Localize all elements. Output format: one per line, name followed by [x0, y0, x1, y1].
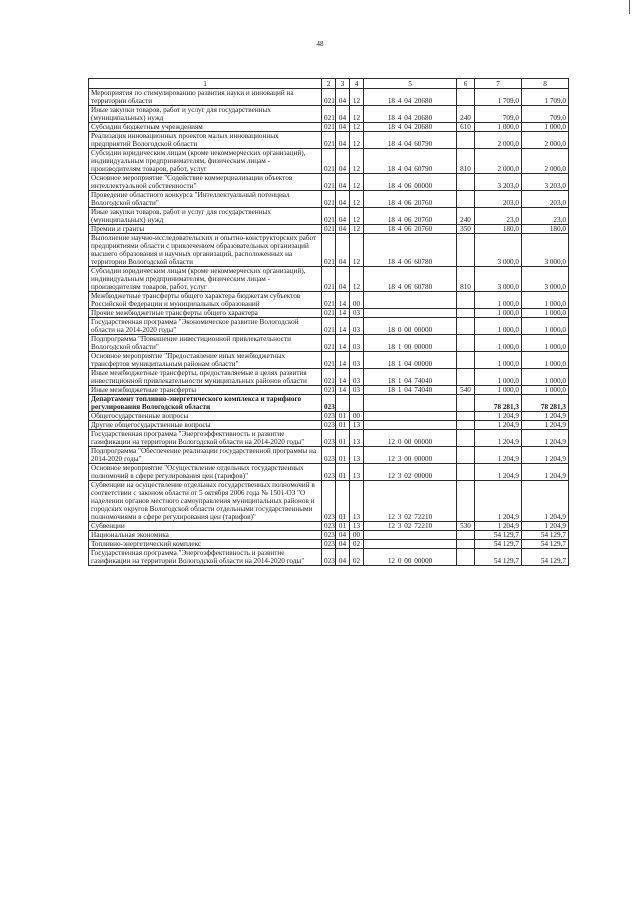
row-amount-year1-cell: 1 709,0	[475, 89, 522, 106]
row-amount-year1-cell: 78 281,3	[475, 395, 522, 412]
row-expense-type-cell: 240	[457, 208, 475, 225]
row-name-cell: Основное мероприятие "Предоставление иных межбюджетных трансфертов муниципальным районам области"	[89, 352, 322, 369]
row-target-article-cell: 18 4 06 20760	[364, 208, 457, 225]
row-subsection-cell: 02	[350, 549, 364, 566]
row-section-cell: 04	[336, 531, 350, 540]
row-expense-type-cell: 810	[457, 267, 475, 292]
table-row	[89, 522, 569, 531]
row-expense-type-cell	[457, 89, 475, 106]
row-amount-year1-cell: 3 000,0	[475, 234, 522, 267]
row-expense-type-cell: 530	[457, 522, 475, 531]
row-subsection-cell: 12	[350, 267, 364, 292]
row-name-cell: Иные закупки товаров, работ и услуг для государственных (муниципальных) нужд	[89, 106, 322, 123]
row-section-cell: 01	[336, 421, 350, 430]
row-grbs-cell: 023	[322, 540, 336, 549]
row-expense-type-cell	[457, 412, 475, 421]
row-expense-type-cell	[457, 481, 475, 522]
row-section-cell: 04	[336, 234, 350, 267]
row-subsection-cell: 12	[350, 149, 364, 174]
row-section-cell: 01	[336, 464, 350, 481]
row-target-article-cell: 18 4 04 60790	[364, 132, 457, 149]
row-target-article-cell: 18 4 06 20760	[364, 225, 457, 234]
row-subsection-cell: 03	[350, 335, 364, 352]
row-name-cell: Субсидии юридическим лицам (кроме некоммерческих организаций), индивидуальным предпринимателям, физическим лицам - производителям товаров, работ, услуг	[89, 267, 322, 292]
row-target-article-cell	[364, 309, 457, 318]
row-subsection-cell: 12	[350, 208, 364, 225]
row-target-article-cell	[364, 292, 457, 309]
row-amount-year2-cell: 1 000,0	[522, 318, 569, 335]
table-row	[89, 234, 569, 267]
row-subsection-cell: 12	[350, 106, 364, 123]
row-grbs-cell: 021	[322, 309, 336, 318]
row-section-cell	[336, 395, 350, 412]
row-name-cell: Национальная экономика	[89, 531, 322, 540]
row-amount-year1-cell: 1 204,9	[475, 421, 522, 430]
row-section-cell: 14	[336, 292, 350, 309]
row-amount-year2-cell: 54 129,7	[522, 531, 569, 540]
row-amount-year1-cell: 2 000,0	[475, 132, 522, 149]
row-name-cell: Субсидии юридическим лицам (кроме некоммерческих организаций), индивидуальным предпринимателям, физическим лицам - производителям товаров, работ, услуг	[89, 149, 322, 174]
row-subsection-cell: 03	[350, 309, 364, 318]
row-grbs-cell: 023	[322, 549, 336, 566]
row-amount-year2-cell: 54 129,7	[522, 540, 569, 549]
row-subsection-cell: 12	[350, 234, 364, 267]
row-section-cell: 04	[336, 208, 350, 225]
row-target-article-cell	[364, 412, 457, 421]
row-target-article-cell	[364, 421, 457, 430]
row-amount-year2-cell: 709,0	[522, 106, 569, 123]
row-target-article-cell: 18 1 04 74040	[364, 386, 457, 395]
row-amount-year2-cell: 1 204,9	[522, 481, 569, 522]
row-amount-year2-cell: 1 204,9	[522, 447, 569, 464]
row-target-article-cell: 12 3 02 72210	[364, 522, 457, 531]
table-row	[89, 191, 569, 208]
table-row	[89, 352, 569, 369]
row-amount-year2-cell: 1 709,0	[522, 89, 569, 106]
row-amount-year1-cell: 1 204,9	[475, 430, 522, 447]
row-amount-year2-cell: 3 203,0	[522, 174, 569, 191]
row-section-cell: 14	[336, 386, 350, 395]
table-row	[89, 531, 569, 540]
row-name-cell: Прочие межбюджетные трансферты общего характера	[89, 309, 322, 318]
row-section-cell: 14	[336, 309, 350, 318]
header-cell: 3	[336, 79, 350, 89]
row-expense-type-cell	[457, 549, 475, 566]
row-amount-year1-cell: 23,0	[475, 208, 522, 225]
table-row	[89, 549, 569, 566]
row-amount-year1-cell: 54 129,7	[475, 549, 522, 566]
row-grbs-cell: 023	[322, 395, 336, 412]
row-subsection-cell: 13	[350, 421, 364, 430]
row-subsection-cell: 12	[350, 174, 364, 191]
header-cell: 1	[89, 79, 322, 89]
row-amount-year1-cell: 1 000,0	[475, 292, 522, 309]
row-target-article-cell: 18 4 06 60780	[364, 234, 457, 267]
row-amount-year2-cell: 1 204,9	[522, 522, 569, 531]
row-amount-year2-cell: 3 000,0	[522, 234, 569, 267]
row-amount-year2-cell: 2 000,0	[522, 132, 569, 149]
row-section-cell: 04	[336, 267, 350, 292]
row-name-cell: Иные закупки товаров, работ и услуг для государственных (муниципальных) нужд	[89, 208, 322, 225]
row-amount-year2-cell: 1 204,9	[522, 430, 569, 447]
row-target-article-cell: 18 1 00 00000	[364, 335, 457, 352]
row-expense-type-cell	[457, 421, 475, 430]
row-name-cell: Подпрограмма "Обеспечение реализации государственной программы на 2014-2020 годы"	[89, 447, 322, 464]
row-name-cell: Топливно-энергетический комплекс	[89, 540, 322, 549]
row-name-cell: Иные межбюджетные трансферты, предоставляемые в целях развития инвестиционной привлекательности муниципальных районов области	[89, 369, 322, 386]
row-name-cell: Выполнение научно-исследовательских и опытно-конструкторских работ предприятиями области с привлечением образовательных организаций высшего образования и научных организаций, расположенных на территории Вологодской области	[89, 234, 322, 267]
row-grbs-cell: 021	[322, 208, 336, 225]
row-expense-type-cell	[457, 369, 475, 386]
header-cell: 5	[364, 79, 457, 89]
row-grbs-cell: 021	[322, 352, 336, 369]
table-row	[89, 430, 569, 447]
row-target-article-cell: 12 3 02 72210	[364, 481, 457, 522]
row-target-article-cell: 18 4 04 20680	[364, 123, 457, 132]
row-amount-year1-cell: 1 000,0	[475, 309, 522, 318]
row-amount-year2-cell: 1 204,9	[522, 421, 569, 430]
row-amount-year2-cell: 23,0	[522, 208, 569, 225]
row-expense-type-cell: 610	[457, 123, 475, 132]
row-subsection-cell: 12	[350, 123, 364, 132]
table-row	[89, 447, 569, 464]
row-amount-year2-cell: 180,0	[522, 225, 569, 234]
row-subsection-cell: 00	[350, 292, 364, 309]
row-expense-type-cell: 810	[457, 149, 475, 174]
row-amount-year2-cell: 1 000,0	[522, 309, 569, 318]
row-amount-year1-cell: 54 129,7	[475, 531, 522, 540]
row-grbs-cell: 021	[322, 225, 336, 234]
table-row	[89, 412, 569, 421]
row-amount-year1-cell: 203,0	[475, 191, 522, 208]
row-amount-year1-cell: 1 000,0	[475, 386, 522, 395]
row-amount-year2-cell: 1 000,0	[522, 386, 569, 395]
table-row	[89, 335, 569, 352]
row-subsection-cell: 12	[350, 89, 364, 106]
row-amount-year2-cell: 3 000,0	[522, 267, 569, 292]
row-amount-year1-cell: 1 000,0	[475, 318, 522, 335]
page-edge-mark	[629, 0, 630, 14]
row-subsection-cell: 12	[350, 191, 364, 208]
row-target-article-cell: 18 4 04 20680	[364, 89, 457, 106]
row-expense-type-cell	[457, 318, 475, 335]
row-subsection-cell: 03	[350, 386, 364, 395]
row-grbs-cell: 021	[322, 292, 336, 309]
row-amount-year2-cell: 78 281,3	[522, 395, 569, 412]
row-target-article-cell: 12 0 00 00000	[364, 549, 457, 566]
row-section-cell: 14	[336, 369, 350, 386]
header-cell: 8	[522, 79, 569, 89]
row-grbs-cell: 023	[322, 447, 336, 464]
row-expense-type-cell	[457, 464, 475, 481]
header-cell: 2	[322, 79, 336, 89]
row-name-cell: Государственная программа "Энергоэффективность и развитие газификации на территории Вологодской области на 2014-2020 годы"	[89, 549, 322, 566]
row-target-article-cell: 18 1 04 00000	[364, 352, 457, 369]
row-amount-year2-cell: 1 000,0	[522, 123, 569, 132]
row-section-cell: 04	[336, 106, 350, 123]
row-grbs-cell: 021	[322, 267, 336, 292]
row-name-cell: Департамент топливно-энергетического комплекса и тарифного регулирования Вологодской области	[89, 395, 322, 412]
row-grbs-cell: 023	[322, 421, 336, 430]
table-row	[89, 267, 569, 292]
row-amount-year2-cell: 1 204,9	[522, 464, 569, 481]
row-expense-type-cell	[457, 447, 475, 464]
row-grbs-cell: 021	[322, 106, 336, 123]
row-section-cell: 14	[336, 318, 350, 335]
table-row	[89, 318, 569, 335]
row-grbs-cell: 021	[322, 318, 336, 335]
row-grbs-cell: 021	[322, 174, 336, 191]
row-subsection-cell: 13	[350, 430, 364, 447]
row-expense-type-cell: 350	[457, 225, 475, 234]
row-expense-type-cell: 240	[457, 106, 475, 123]
row-amount-year1-cell: 1 000,0	[475, 335, 522, 352]
page-number: 48	[316, 40, 324, 48]
row-name-cell: Иные межбюджетные трансферты	[89, 386, 322, 395]
row-grbs-cell: 021	[322, 89, 336, 106]
row-target-article-cell: 18 4 06 60780	[364, 267, 457, 292]
row-section-cell: 04	[336, 549, 350, 566]
row-amount-year1-cell: 1 204,9	[475, 464, 522, 481]
row-subsection-cell	[350, 395, 364, 412]
row-amount-year1-cell: 1 000,0	[475, 352, 522, 369]
table-row	[89, 174, 569, 191]
row-grbs-cell: 023	[322, 531, 336, 540]
row-section-cell: 01	[336, 447, 350, 464]
row-amount-year1-cell: 1 000,0	[475, 123, 522, 132]
row-target-article-cell: 18 4 06 20760	[364, 191, 457, 208]
row-name-cell: Субсидии бюджетным учреждениям	[89, 123, 322, 132]
row-subsection-cell: 13	[350, 522, 364, 531]
row-target-article-cell: 18 4 06 00000	[364, 174, 457, 191]
row-name-cell: Мероприятия по стимулированию развития науки и инноваций на территории области	[89, 89, 322, 106]
row-grbs-cell: 021	[322, 132, 336, 149]
row-subsection-cell: 13	[350, 464, 364, 481]
row-grbs-cell: 023	[322, 412, 336, 421]
table-row	[89, 208, 569, 225]
row-target-article-cell: 18 4 04 20680	[364, 106, 457, 123]
row-expense-type-cell	[457, 335, 475, 352]
row-section-cell: 04	[336, 132, 350, 149]
row-name-cell: Межбюджетные трансферты общего характера бюджетам субъектов Российской Федерации и муниципальных образований	[89, 292, 322, 309]
row-grbs-cell: 021	[322, 149, 336, 174]
row-section-cell: 14	[336, 352, 350, 369]
row-expense-type-cell	[457, 132, 475, 149]
row-section-cell: 01	[336, 412, 350, 421]
row-amount-year2-cell: 2 000,0	[522, 149, 569, 174]
row-name-cell: Премии и гранты	[89, 225, 322, 234]
table-row	[89, 395, 569, 412]
table-row	[89, 149, 569, 174]
row-expense-type-cell	[457, 352, 475, 369]
row-name-cell: Государственная программа "Экономическое развитие Вологодской области на 2014-2020 годы"	[89, 318, 322, 335]
table-row	[89, 132, 569, 149]
row-target-article-cell: 12 3 02 00000	[364, 464, 457, 481]
row-target-article-cell: 12 3 00 00000	[364, 447, 457, 464]
row-amount-year1-cell: 1 204,9	[475, 412, 522, 421]
table-row	[89, 106, 569, 123]
row-grbs-cell: 021	[322, 191, 336, 208]
row-target-article-cell	[364, 531, 457, 540]
row-amount-year1-cell: 1 204,9	[475, 522, 522, 531]
row-name-cell: Субвенции	[89, 522, 322, 531]
table-row	[89, 89, 569, 106]
table-row	[89, 123, 569, 132]
header-row	[89, 79, 569, 89]
row-target-article-cell: 18 4 04 60790	[364, 149, 457, 174]
row-expense-type-cell	[457, 292, 475, 309]
row-subsection-cell: 00	[350, 412, 364, 421]
row-amount-year2-cell: 1 000,0	[522, 292, 569, 309]
row-expense-type-cell	[457, 395, 475, 412]
table-row	[89, 464, 569, 481]
row-expense-type-cell	[457, 174, 475, 191]
row-amount-year1-cell: 709,0	[475, 106, 522, 123]
row-name-cell: Государственная программа "Энергоэффективность и развитие газификации на территории Вологодской области на 2014-2020 годы"	[89, 430, 322, 447]
budget-table	[88, 78, 569, 566]
row-name-cell: Реализация инновационных проектов малых инновационных предприятий Вологодской области	[89, 132, 322, 149]
row-expense-type-cell	[457, 234, 475, 267]
row-amount-year2-cell: 1 000,0	[522, 369, 569, 386]
row-expense-type-cell: 540	[457, 386, 475, 395]
row-grbs-cell: 021	[322, 335, 336, 352]
row-amount-year2-cell: 1 000,0	[522, 352, 569, 369]
row-section-cell: 04	[336, 123, 350, 132]
row-expense-type-cell	[457, 540, 475, 549]
row-section-cell: 01	[336, 481, 350, 522]
row-section-cell: 04	[336, 540, 350, 549]
row-target-article-cell: 12 0 00 00000	[364, 430, 457, 447]
row-subsection-cell: 13	[350, 447, 364, 464]
table-row	[89, 421, 569, 430]
row-amount-year2-cell: 1 000,0	[522, 335, 569, 352]
row-name-cell: Субвенции на осуществление отдельных государственных полномочий в соответствии с законом области от 5 октября 2006 года № 1501-ОЗ "О наделении органов местного самоуправления муниципальных районов и городских округов Вологодской области отдельными государственными полномочиями в сфере регулирования цен (тарифов)"	[89, 481, 322, 522]
row-subsection-cell: 03	[350, 318, 364, 335]
row-section-cell: 04	[336, 89, 350, 106]
table-row	[89, 225, 569, 234]
row-name-cell: Подпрограмма "Повышение инвестиционной привлекательности Вологодской области"	[89, 335, 322, 352]
row-amount-year1-cell: 1 000,0	[475, 369, 522, 386]
row-amount-year1-cell: 180,0	[475, 225, 522, 234]
row-section-cell: 04	[336, 191, 350, 208]
row-amount-year1-cell: 3 203,0	[475, 174, 522, 191]
row-subsection-cell: 13	[350, 481, 364, 522]
row-amount-year1-cell: 2 000,0	[475, 149, 522, 174]
row-section-cell: 04	[336, 174, 350, 191]
row-amount-year2-cell: 54 129,7	[522, 549, 569, 566]
row-amount-year1-cell: 3 000,0	[475, 267, 522, 292]
table-row	[89, 369, 569, 386]
row-expense-type-cell	[457, 309, 475, 318]
row-target-article-cell	[364, 540, 457, 549]
row-subsection-cell: 03	[350, 369, 364, 386]
row-section-cell: 14	[336, 335, 350, 352]
row-grbs-cell: 021	[322, 386, 336, 395]
row-target-article-cell: 18 1 04 74040	[364, 369, 457, 386]
row-target-article-cell	[364, 395, 457, 412]
row-section-cell: 04	[336, 149, 350, 174]
row-grbs-cell: 023	[322, 464, 336, 481]
row-amount-year2-cell: 203,0	[522, 191, 569, 208]
header-cell: 4	[350, 79, 364, 89]
row-section-cell: 01	[336, 430, 350, 447]
table-row	[89, 540, 569, 549]
row-grbs-cell: 021	[322, 123, 336, 132]
row-name-cell: Другие общегосударственные вопросы	[89, 421, 322, 430]
row-section-cell: 04	[336, 225, 350, 234]
row-amount-year1-cell: 54 129,7	[475, 540, 522, 549]
row-target-article-cell: 18 0 00 00000	[364, 318, 457, 335]
header-cell: 6	[457, 79, 475, 89]
table-row	[89, 292, 569, 309]
row-amount-year2-cell: 1 204,9	[522, 412, 569, 421]
row-subsection-cell: 03	[350, 352, 364, 369]
row-name-cell: Основное мероприятие "Осуществление отдельных государственных полномочий в сфере регулирования цен (тарифов)"	[89, 464, 322, 481]
table-body	[89, 89, 569, 566]
row-amount-year1-cell: 1 204,9	[475, 481, 522, 522]
header-cell: 7	[475, 79, 522, 89]
row-grbs-cell: 021	[322, 369, 336, 386]
row-subsection-cell: 02	[350, 540, 364, 549]
row-section-cell: 01	[336, 522, 350, 531]
row-expense-type-cell	[457, 531, 475, 540]
row-name-cell: Проведение областного конкурса "Интеллектуальный потенциал Вологодской области"	[89, 191, 322, 208]
table-row	[89, 481, 569, 522]
row-grbs-cell: 023	[322, 522, 336, 531]
row-grbs-cell: 021	[322, 234, 336, 267]
row-expense-type-cell	[457, 191, 475, 208]
table-row	[89, 386, 569, 395]
row-grbs-cell: 023	[322, 481, 336, 522]
row-amount-year1-cell: 1 204,9	[475, 447, 522, 464]
row-grbs-cell: 023	[322, 430, 336, 447]
row-subsection-cell: 00	[350, 531, 364, 540]
row-subsection-cell: 12	[350, 225, 364, 234]
row-name-cell: Общегосударственные вопросы	[89, 412, 322, 421]
table-row	[89, 309, 569, 318]
row-subsection-cell: 12	[350, 132, 364, 149]
row-name-cell: Основное мероприятие "Содействие коммерциализации объектов интеллектуальной собственности"	[89, 174, 322, 191]
row-expense-type-cell	[457, 430, 475, 447]
